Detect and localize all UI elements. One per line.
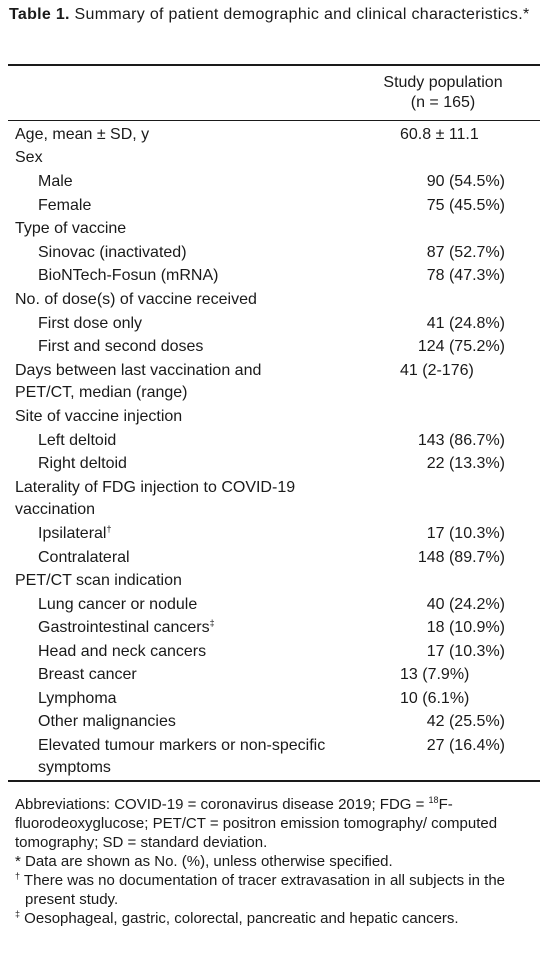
row-label: No. of dose(s) of vaccine received <box>15 291 257 308</box>
row-label: Sex <box>15 149 43 166</box>
row-value: 27 (16.4%) <box>426 737 505 754</box>
row-label: Age, mean ± SD, y <box>15 126 150 143</box>
table-row-male <box>0 171 547 194</box>
row-label-text: Gastrointestinal cancers <box>38 619 210 636</box>
row-value: 13 (7.9%) <box>400 666 470 683</box>
header-rule <box>8 120 540 121</box>
footnote-text: F-fluorodeoxyglucose; PET/CT = positron emission tomography/ computed tomography; SD = standard deviation. <box>15 796 498 851</box>
column-header-line2: (n = 165) <box>410 94 476 111</box>
table-top-rule <box>8 64 540 66</box>
table-row-ipsilateral <box>0 523 547 546</box>
row-value: 41 (2-176) <box>400 362 474 379</box>
row-value: 124 (75.2%) <box>417 338 505 355</box>
table-row-right-deltoid <box>0 453 547 476</box>
table-row-female <box>0 195 547 218</box>
footnote-dagger <box>15 871 540 909</box>
footnote-mark: ‡ <box>15 909 21 919</box>
row-value: 78 (47.3%) <box>426 267 505 284</box>
row-label-text: Ipsilateral <box>38 525 107 542</box>
table-footnotes <box>15 795 540 928</box>
row-value: 22 (13.3%) <box>426 455 505 472</box>
table-row-second-dose <box>0 336 547 359</box>
table-row-head-neck <box>0 641 547 664</box>
superscript-18: 18 <box>428 795 439 805</box>
footnote-text: Abbreviations: COVID-19 = coronavirus disease 2019; FDG = <box>15 796 429 813</box>
row-value: 87 (52.7%) <box>426 244 505 261</box>
table-row-lung <box>0 594 547 617</box>
table-row-left-deltoid <box>0 430 547 453</box>
footnote-star <box>15 852 540 871</box>
table-row-indication <box>0 570 547 593</box>
row-value: 17 (10.3%) <box>426 525 505 542</box>
table-row-other-malignancies <box>0 711 547 734</box>
row-value: 17 (10.3%) <box>426 643 505 660</box>
footnote-mark: † <box>15 871 21 881</box>
row-label: Lymphoma <box>38 690 117 707</box>
row-label: Contralateral <box>38 549 130 566</box>
row-label: Left deltoid <box>38 432 117 449</box>
table-row-doses <box>0 289 547 312</box>
table-row-first-dose <box>0 313 547 336</box>
footnote-text: Oesophageal, gastric, colorectal, pancreatic and hepatic cancers. <box>20 910 459 927</box>
row-value: 18 (10.9%) <box>426 619 505 636</box>
row-value: 40 (24.2%) <box>426 596 505 613</box>
footnote-mark-double-dagger: ‡ <box>209 618 215 628</box>
row-value: 75 (45.5%) <box>426 197 505 214</box>
footnote-mark-dagger: † <box>106 524 112 534</box>
table-title: Summary of patient demographic and clinical characteristics.* <box>69 6 530 23</box>
table-row-gastrointestinal <box>0 617 547 640</box>
row-value: 90 (54.5%) <box>426 173 505 190</box>
row-label: Head and neck cancers <box>38 643 207 660</box>
footnote-mark: * <box>15 853 21 870</box>
table-row-breast <box>0 664 547 687</box>
row-value: 10 (6.1%) <box>400 690 470 707</box>
table-row-days-between <box>0 360 547 406</box>
table-caption <box>9 4 539 25</box>
table-row-lymphoma <box>0 688 547 711</box>
table-bottom-rule <box>8 780 540 782</box>
table-row-biontech <box>0 265 547 288</box>
table-row-sinovac <box>0 242 547 265</box>
row-label: Laterality of FDG injection to COVID-19 vaccination <box>15 479 296 518</box>
row-label: PET/CT scan indication <box>15 572 182 589</box>
table-row-type-of-vaccine <box>0 218 547 241</box>
row-label: Site of vaccine injection <box>15 408 183 425</box>
footnote-abbreviations <box>15 795 540 852</box>
row-label <box>38 617 215 639</box>
row-value: 60.8 ± 11.1 <box>400 126 479 143</box>
table-row-sex <box>0 147 547 170</box>
row-label: Days between last vaccination and PET/CT, median (range) <box>15 362 262 401</box>
table-row-site <box>0 406 547 429</box>
row-label: First and second doses <box>38 338 204 355</box>
table-label: Table 1. <box>9 6 70 23</box>
footnote-double-dagger <box>15 909 540 928</box>
footnote-text: There was no documentation of tracer extravasation in all subjects in the present study. <box>20 872 506 908</box>
row-value: 42 (25.5%) <box>426 713 505 730</box>
row-label: Breast cancer <box>38 666 137 683</box>
table-row-laterality <box>0 477 547 523</box>
row-label: Male <box>38 173 73 190</box>
table-row-age <box>0 124 547 147</box>
row-label: Right deltoid <box>38 455 127 472</box>
row-label: First dose only <box>38 315 143 332</box>
table-row-elevated-markers <box>0 735 547 781</box>
column-header-line1: Study population <box>383 74 503 91</box>
column-header <box>370 73 516 113</box>
row-label: Sinovac (inactivated) <box>38 244 187 261</box>
row-label: Type of vaccine <box>15 220 127 237</box>
row-label: BioNTech-Fosun (mRNA) <box>38 267 219 284</box>
row-label: Lung cancer or nodule <box>38 596 198 613</box>
row-label: Elevated tumour markers or non-specific symptoms <box>38 737 326 776</box>
row-label: Female <box>38 197 92 214</box>
row-label: Other malignancies <box>38 713 176 730</box>
row-value: 143 (86.7%) <box>417 432 505 449</box>
row-value: 41 (24.8%) <box>426 315 505 332</box>
table-row-contralateral <box>0 547 547 570</box>
row-value: 148 (89.7%) <box>417 549 505 566</box>
footnote-text: Data are shown as No. (%), unless otherwise specified. <box>20 853 393 870</box>
row-label <box>38 523 112 545</box>
